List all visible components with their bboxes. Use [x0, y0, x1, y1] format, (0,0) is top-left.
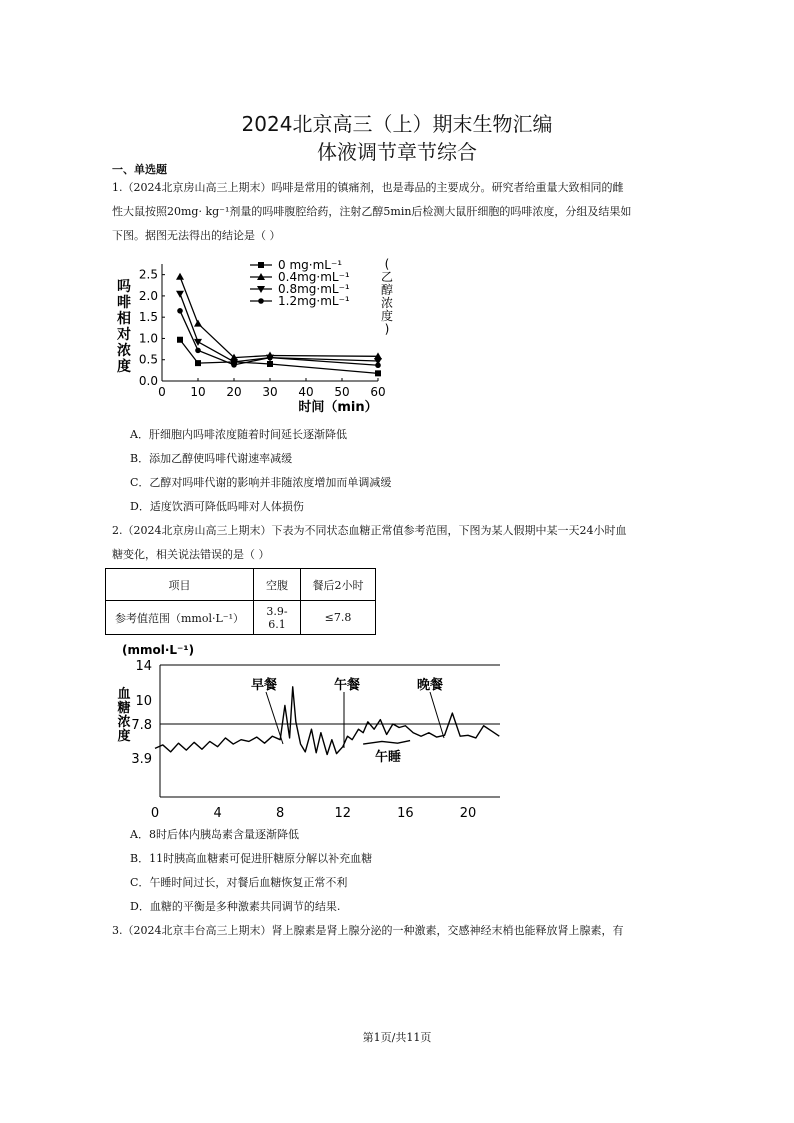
y-tick-label: 10 [135, 694, 152, 709]
data-point [195, 348, 201, 354]
table-cell: 参考值范围（mmol·L⁻¹） [106, 601, 254, 635]
q2-option-d: D．血糖的平衡是多种激素共同调节的结果. [130, 900, 341, 913]
y-tick-label: 14 [135, 659, 152, 674]
table-header-cell: 餐后2小时 [301, 569, 376, 601]
morphine-concentration-chart [110, 248, 410, 418]
legend-title-char: 度 [380, 309, 394, 323]
x-tick-label: 20 [459, 806, 477, 820]
y-tick-label: 1.5 [138, 310, 158, 325]
unit-label: (mmol·L⁻¹) [122, 643, 195, 657]
annotation-dinner: 晚餐 [417, 678, 444, 693]
y-tick-label: 3.9 [131, 752, 152, 767]
q1-option-d: D．适度饮酒可降低吗啡对人体损伤 [130, 500, 304, 513]
legend-title-char: 浓 [380, 296, 394, 310]
x-tick-label: 4 [213, 806, 222, 820]
x-tick-label: 16 [397, 806, 414, 820]
y-tick-label: 0.5 [138, 352, 158, 367]
x-tick-label: 20 [226, 385, 242, 399]
y-axis-label-char: 糖 [117, 701, 131, 716]
legend-title-char: 乙 [380, 270, 394, 284]
data-point [177, 308, 183, 314]
data-point [176, 273, 184, 280]
data-point [195, 360, 201, 366]
legend-marker [258, 262, 264, 268]
table-header-cell: 项目 [106, 569, 254, 601]
annotation-breakfast: 早餐 [251, 678, 278, 693]
legend-label: 1.2mg·mL⁻¹ [278, 294, 350, 308]
y-axis-label-char: 度 [117, 729, 131, 744]
data-point [176, 291, 184, 298]
blood-glucose-chart [100, 640, 510, 820]
data-point [267, 361, 273, 367]
q3-stem-line1: 3.（2024北京丰台高三上期末）肾上腺素是肾上腺分泌的一种激素，交感神经末梢也能释放肾上腺素，有 [112, 924, 624, 937]
q1-stem-line2: 性大鼠按照20mg· kg⁻¹剂量的吗啡腹腔给药，注射乙醇5min后检测大鼠肝细胞的吗啡浓度，分组及结果如 [112, 205, 632, 218]
glucose-curve [155, 687, 499, 755]
data-point [194, 320, 202, 327]
legend-label: 0.4mg·mL⁻¹ [278, 270, 350, 284]
x-tick-label: 10 [190, 385, 206, 399]
y-axis-label-char: 浓 [117, 715, 131, 730]
y-tick-label: 7.8 [131, 718, 152, 733]
y-tick-label: 2.5 [138, 267, 158, 282]
table-row [106, 601, 376, 635]
document-subtitle: 体液调节章节综合 [317, 140, 477, 164]
x-tick-label: 0 [150, 806, 160, 820]
x-tick-label: 0 [158, 385, 166, 399]
data-point [267, 355, 273, 361]
x-tick-label: 50 [334, 385, 350, 399]
annotation-nap: 午睡 [375, 750, 402, 765]
annotation-pointer [430, 692, 444, 738]
legend-label: 0.8mg·mL⁻¹ [278, 282, 350, 296]
q2-option-a: A．8时后体内胰岛素含量逐渐降低 [130, 828, 299, 841]
y-tick-label: 2.0 [138, 288, 158, 303]
q1-stem-line1: 1.（2024北京房山高三上期末）吗啡是常用的镇痛剂，也是毒品的主要成分。研究者给重量大致相同的雌 [112, 181, 624, 194]
y-axis-label-char: 相 [117, 311, 131, 327]
legend-marker [258, 298, 264, 304]
table-cell: ≤7.8 [301, 601, 376, 635]
page-footer: 第1页/共11页 [362, 1031, 432, 1044]
q2-option-c: C．午睡时间过长，对餐后血糖恢复正常不利 [130, 876, 348, 889]
q1-option-a: A．肝细胞内吗啡浓度随着时间延长逐渐降低 [130, 428, 347, 441]
legend-title-char: 醇 [380, 283, 394, 297]
x-tick-label: 12 [334, 806, 352, 820]
nap-segment [363, 741, 410, 744]
data-point [375, 370, 381, 376]
x-axis-label: 时间（min） [298, 400, 378, 415]
data-point [231, 362, 237, 368]
legend-label: 0 mg·mL⁻¹ [278, 258, 343, 272]
annotation-pointer [266, 692, 283, 744]
legend-title-char: ( [384, 257, 390, 271]
series-line [180, 311, 378, 365]
x-tick-label: 8 [276, 806, 285, 820]
y-axis-label-char: 度 [117, 359, 131, 375]
q2-stem-line1: 2.（2024北京房山高三上期末）下表为不同状态血糖正常值参考范围，下图为某人假期中某一天24小时血 [112, 524, 627, 537]
x-tick-label: 60 [370, 385, 386, 399]
q2-stem-line2: 糖变化，相关说法错误的是（ ） [112, 548, 270, 561]
q1-stem-line3: 下图。据图无法得出的结论是（ ） [112, 229, 281, 242]
q1-option-b: B．添加乙醇使吗啡代谢速率减缓 [130, 452, 293, 465]
reference-range-table [105, 568, 376, 635]
table-header-cell: 空腹 [254, 569, 301, 601]
table-header-row [106, 569, 376, 601]
legend-title-char: ) [384, 322, 390, 336]
x-tick-label: 30 [262, 385, 278, 399]
y-axis-label-char: 浓 [117, 343, 131, 359]
data-point [177, 337, 183, 343]
document-title: 2024北京高三（上）期末生物汇编 [241, 112, 553, 136]
y-axis-label-char: 吗 [117, 279, 131, 295]
y-tick-label: 0.0 [138, 374, 158, 388]
q2-option-b: B．11时胰高血糖素可促进肝糖原分解以补充血糖 [130, 852, 373, 865]
y-axis-label-char: 血 [117, 687, 131, 702]
y-axis-label-char: 对 [117, 327, 131, 343]
data-point [375, 362, 381, 368]
q1-option-c: C．乙醇对吗啡代谢的影响并非随浓度增加而单调减缓 [130, 476, 392, 489]
section-heading: 一、单选题 [112, 163, 167, 176]
table-cell: 3.9-6.1 [254, 601, 301, 635]
annotation-lunch: 午餐 [334, 678, 361, 693]
y-axis-label-char: 啡 [117, 295, 131, 311]
x-tick-label: 40 [298, 385, 314, 399]
y-tick-label: 1.0 [138, 331, 158, 346]
